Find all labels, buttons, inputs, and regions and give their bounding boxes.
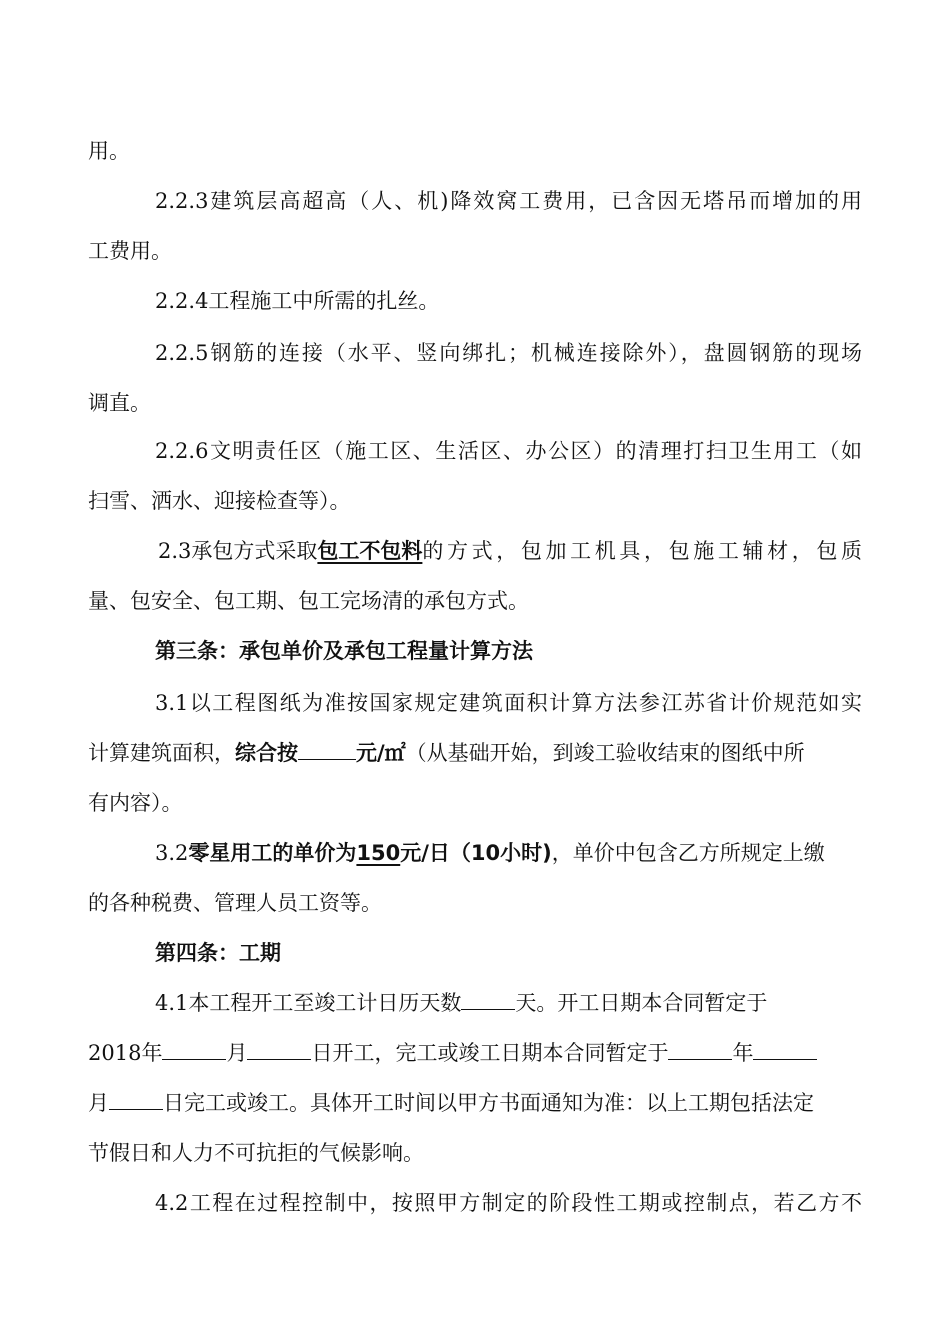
text-segment: 日完工或竣工。具体开工时间以甲方书面通知为准：以上工期包括法定	[163, 1091, 814, 1115]
text-segment: 2.3承包方式采取	[158, 539, 318, 563]
clause-2-3	[158, 536, 862, 566]
clause-4-2: 4.2工程在过程控制中，按照甲方制定的阶段性工期或控制点，若乙方不	[155, 1191, 862, 1215]
start-month-blank	[162, 1058, 226, 1060]
text-segment: 2018年	[88, 1041, 163, 1065]
clause-4-1	[155, 988, 767, 1018]
text-line: 的各种税费、管理人员工资等。	[88, 891, 382, 915]
text-line	[88, 1088, 814, 1118]
unit-price-label: 综合按	[235, 741, 298, 765]
daily-rate-label: 零星用工的单价为	[188, 841, 357, 865]
text-segment: 月	[226, 1041, 248, 1065]
end-day-blank	[109, 1108, 163, 1110]
article-3-heading: 第三条：承包单价及承包工程量计算方法	[155, 639, 533, 663]
clause-2-2-3: 2.2.3建筑层高超高（人、机)降效窝工费用，已含因无塔吊而增加的用	[155, 189, 862, 213]
article-4-heading: 第四条：工期	[155, 941, 281, 965]
clause-3-1: 3.1以工程图纸为准按国家规定建筑面积计算方法参江苏省计价规范如实	[155, 691, 862, 715]
text-line: 节假日和人力不可抗拒的气候影响。	[88, 1141, 424, 1165]
end-year-blank	[668, 1058, 732, 1060]
text-segment: 天。开工日期本合同暂定于	[515, 991, 768, 1015]
clause-2-2-5: 2.2.5钢筋的连接（水平、竖向绑扎；机械连接除外），盘圆钢筋的现场	[155, 341, 862, 365]
days-blank	[461, 1008, 515, 1010]
text-segment: 的方式，包加工机具，包施工辅材，包质	[422, 539, 862, 563]
clause-3-2	[155, 838, 825, 868]
text-line-dates	[88, 1038, 817, 1068]
text-segment: 日开工，完工或竣工日期本合同暂定于	[311, 1041, 669, 1065]
text-line: 调直。	[88, 391, 151, 415]
text-line: 用。	[88, 139, 130, 163]
text-line-unit-price	[88, 738, 805, 768]
start-day-blank	[247, 1058, 311, 1060]
text-line: 有内容）。	[88, 791, 183, 815]
unit-price-unit: 元/㎡	[356, 741, 406, 765]
clause-2-2-4: 2.2.4工程施工中所需的扎丝。	[155, 289, 440, 313]
unit-price-blank	[298, 758, 356, 760]
text-line: 工费用。	[88, 239, 172, 263]
contract-mode-highlight: 包工不包料	[317, 539, 423, 563]
text-segment: 计算建筑面积，	[88, 741, 235, 765]
clause-2-2-6: 2.2.6文明责任区（施工区、生活区、办公区）的清理打扫卫生用工（如	[155, 439, 862, 463]
text-segment: ，单价中包含乙方所规定上缴	[551, 841, 825, 865]
text-line: 扫雪、洒水、迎接检查等）。	[88, 489, 351, 513]
text-segment: 3.2	[155, 841, 189, 865]
daily-rate-value: 150	[356, 841, 401, 865]
text-segment: 年	[732, 1041, 754, 1065]
text-segment: 月	[88, 1091, 109, 1115]
text-segment: 4.1本工程开工至竣工计日历天数	[155, 991, 462, 1015]
text-segment: （从基础开始，到竣工验收结束的图纸中所	[405, 741, 805, 765]
daily-rate-unit: 元/日（10小时)	[400, 841, 552, 865]
end-month-blank	[753, 1058, 817, 1060]
text-line: 量、包安全、包工期、包工完场清的承包方式。	[88, 589, 529, 613]
